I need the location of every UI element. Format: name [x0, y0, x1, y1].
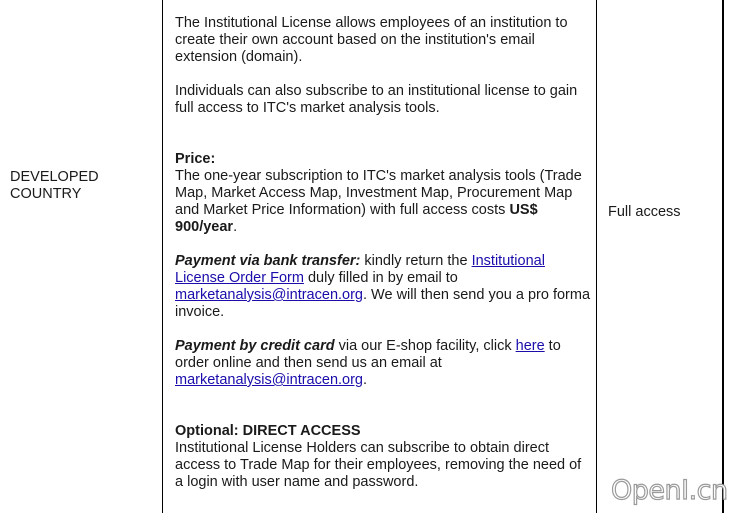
- watermark-logo: OpenI.cn: [611, 475, 728, 506]
- bank-transfer-section: [175, 253, 590, 321]
- table-border-right: [722, 0, 724, 513]
- card-email-link[interactable]: marketanalysis@intracen.org: [175, 372, 363, 388]
- price-heading: Price:: [175, 151, 216, 167]
- bank-email-link[interactable]: marketanalysis@intracen.org: [175, 287, 363, 303]
- order-form-link[interactable]: Institutional License Order Form: [175, 253, 545, 286]
- card-text-2: to order online and then send us an email at: [175, 338, 561, 371]
- access-level-cell: [608, 204, 718, 221]
- credit-card-section: [175, 338, 590, 389]
- bank-text-3: . We will then send you a pro forma invoice.: [175, 287, 591, 320]
- direct-access-section: [175, 423, 590, 491]
- price-amount: US$ 900/year: [175, 202, 538, 235]
- card-text-3: .: [363, 372, 368, 388]
- intro-paragraph-1: The Institutional License allows employees of an institution to create their own account based on the institution's email extension (domain).: [175, 15, 568, 65]
- credit-card-heading: Payment by credit card: [175, 338, 335, 354]
- table-border-middle: [596, 0, 597, 513]
- country-category-line-1: DEVELOPED: [10, 169, 99, 185]
- bank-text-1: kindly return the: [360, 253, 472, 269]
- price-text: The one-year subscription to ITC's market analysis tools (Trade Map, Market Access Map, Investment Map, Procurement Map and Market Price Information) with full access costs: [175, 168, 582, 218]
- intro-paragraph-2: Individuals can also subscribe to an institutional license to gain full access to ITC's market analysis tools.: [175, 83, 578, 116]
- bank-transfer-heading: Payment via bank transfer:: [175, 253, 361, 269]
- license-description-cell: [175, 15, 590, 491]
- bank-text-2: duly filled in by email to: [303, 270, 458, 286]
- access-level-text: Full access: [608, 204, 681, 220]
- country-category-line-2: COUNTRY: [10, 186, 82, 202]
- direct-access-text: Institutional License Holders can subscribe to obtain direct access to Trade Map for their employees, removing the need of a login with user name and password.: [175, 440, 582, 490]
- card-text-1: via our E-shop facility, click: [334, 338, 516, 354]
- price-section: [175, 151, 590, 236]
- price-end: .: [233, 219, 238, 235]
- direct-access-heading: Optional: DIRECT ACCESS: [175, 423, 361, 439]
- table-border-left: [162, 0, 163, 513]
- eshop-here-link[interactable]: here: [515, 338, 545, 354]
- country-category-cell: [10, 169, 150, 203]
